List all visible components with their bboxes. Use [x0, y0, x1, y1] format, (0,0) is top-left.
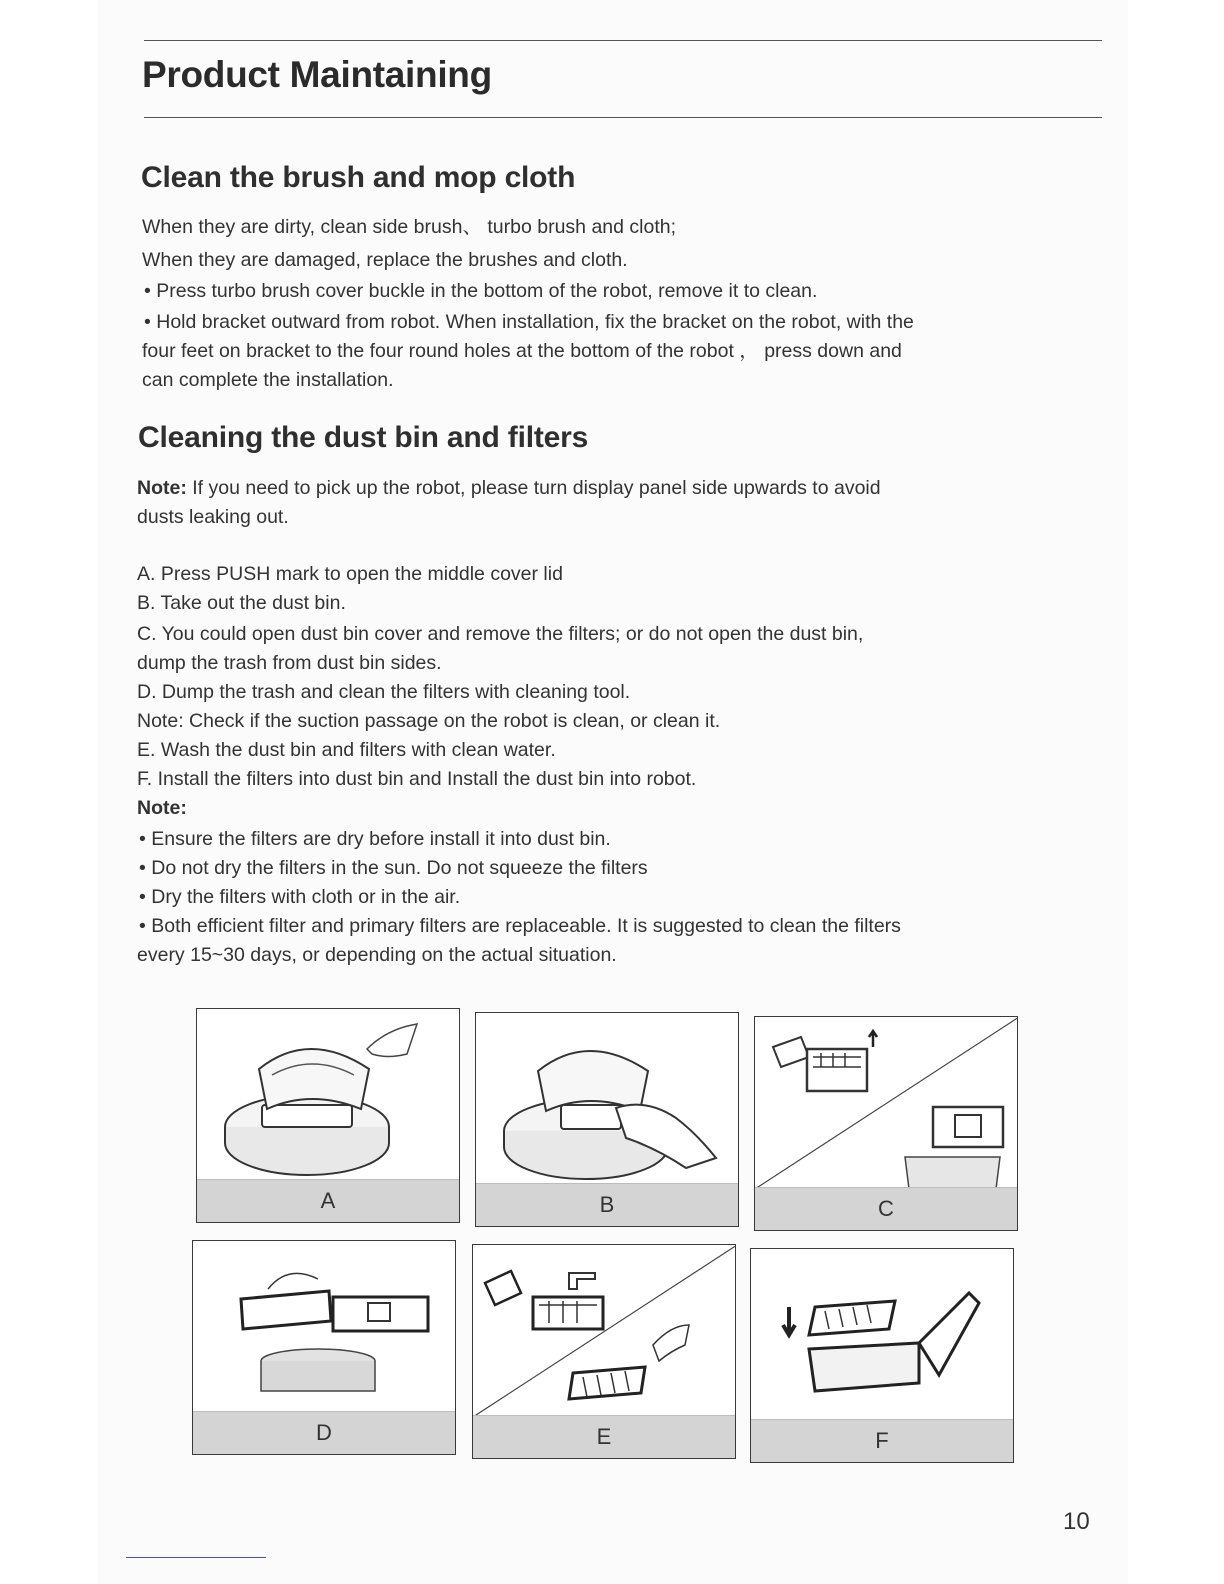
step-e: E. Wash the dust bin and filters with clean water.: [137, 739, 556, 761]
figure-panel-c: [754, 1016, 1018, 1231]
section-heading-dustbin: Cleaning the dust bin and filters: [138, 421, 589, 454]
figure-label-f: F: [751, 1419, 1013, 1462]
section-dustbin-body: [137, 474, 1102, 970]
figure-label-a: A: [197, 1179, 459, 1222]
title-bottom-rule: [144, 117, 1102, 118]
brush-bullet-turbo: • Press turbo brush cover buckle in the bottom of the robot, remove it to clean.: [144, 280, 818, 302]
figure-label-c: C: [755, 1187, 1017, 1230]
dump-trash-illustration: [193, 1241, 456, 1416]
figure-panel-f: [750, 1248, 1014, 1463]
figure-label-e: E: [473, 1415, 735, 1458]
note-bullet-air: • Dry the filters with cloth or in the air.: [139, 886, 461, 908]
figure-panel-e: [472, 1244, 736, 1459]
dustbin-note: [137, 474, 1102, 503]
instruction-figures: [192, 1008, 1022, 1473]
note-label: Note:: [137, 477, 187, 499]
section-brush-body: [142, 213, 1102, 395]
figure-panel-a: [196, 1008, 460, 1223]
step-c: C. You could open dust bin cover and remove the filters; or do not open the dust bin,: [137, 623, 864, 645]
page-number: 10: [1063, 1508, 1090, 1535]
brush-line-dirty: When they are dirty, clean side brush、 turbo brush and cloth;: [142, 216, 677, 238]
footer-underline: [126, 1557, 266, 1558]
brush-line-damaged: When they are damaged, replace the brushes and cloth.: [142, 249, 628, 271]
step-d-note: Note: Check if the suction passage on the robot is clean, or clean it.: [137, 710, 721, 732]
note-bullet-replaceable: • Both efficient filter and primary filters are replaceable. It is suggested to clean the filters: [139, 915, 901, 937]
step-c-cont: dump the trash from dust bin sides.: [137, 652, 442, 674]
figure-panel-b: [475, 1012, 739, 1227]
wash-filters-illustration: [473, 1245, 736, 1420]
figure-label-d: D: [193, 1411, 455, 1454]
note-text: If you need to pick up the robot, please turn display panel side upwards to avoid: [186, 477, 881, 499]
section-heading-brush: Clean the brush and mop cloth: [141, 161, 576, 194]
brush-bracket-cont-1: four feet on bracket to the four round holes at the bottom of the robot ， press down and: [142, 340, 902, 362]
step-a: A. Press PUSH mark to open the middle cover lid: [137, 563, 563, 585]
brush-bullet-bracket: • Hold bracket outward from robot. When installation, fix the bracket on the robot, with the: [144, 311, 914, 333]
robot-open-lid-illustration: [197, 1009, 460, 1184]
figure-panel-d: [192, 1240, 456, 1455]
install-filters-illustration: [751, 1249, 1014, 1424]
note-bullet-dry: • Ensure the filters are dry before install it into dust bin.: [139, 828, 611, 850]
page-title: Product Maintaining: [142, 54, 492, 95]
remove-dustbin-illustration: [476, 1013, 739, 1188]
step-f: F. Install the filters into dust bin and Install the dust bin into robot.: [137, 768, 697, 790]
note-bullet-replaceable-cont: every 15~30 days, or depending on the actual situation.: [137, 944, 617, 966]
open-dustbin-illustration: [755, 1017, 1018, 1192]
step-b: B. Take out the dust bin.: [137, 592, 346, 614]
note2-label: Note:: [137, 797, 187, 819]
dustbin-note-cont: dusts leaking out.: [137, 506, 289, 528]
brush-bracket-cont-2: can complete the installation.: [142, 369, 394, 391]
note-bullet-sun: • Do not dry the filters in the sun. Do not squeeze the filters: [139, 857, 648, 879]
step-d: D. Dump the trash and clean the filters with cleaning tool.: [137, 681, 631, 703]
title-top-rule: [144, 40, 1102, 41]
figure-label-b: B: [476, 1183, 738, 1226]
